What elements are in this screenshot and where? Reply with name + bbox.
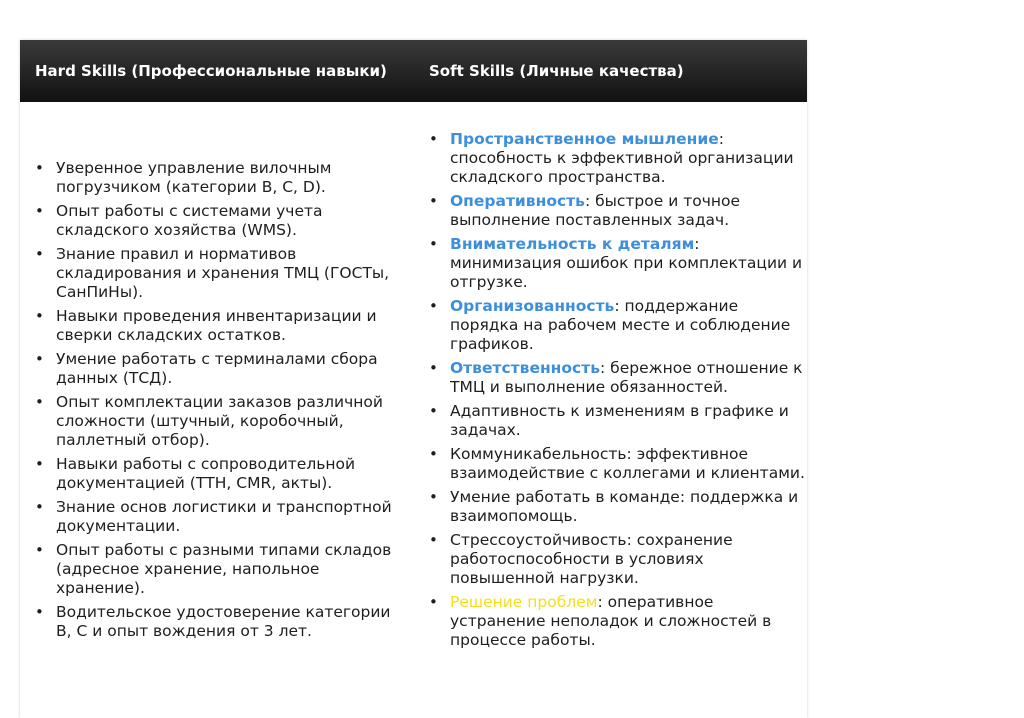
hard-skills-cell [20, 102, 414, 718]
hard-skill-text: Навыки работы с сопроводительной документацией (ТТН, CMR, акты). [56, 455, 356, 492]
hard-skill-item [35, 498, 406, 536]
bullet-icon: • [35, 603, 44, 621]
hard-skill-text: Опыт работы с системами учета складского хозяйства (WMS). [56, 202, 323, 239]
bullet-icon: • [35, 245, 44, 263]
soft-skill-term: Организованность [450, 297, 615, 315]
soft-skill-item [429, 359, 805, 397]
table-header [20, 40, 807, 102]
soft-skill-text: : бережное отношение к ТМЦ и выполнение обязанностей. [450, 359, 803, 396]
hard-skill-item [35, 159, 406, 197]
soft-skill-text: Умение работать в команде: поддержка и взаимопомощь. [450, 488, 799, 525]
bullet-icon: • [35, 202, 44, 220]
hard-skills-list [35, 159, 414, 646]
table-body-row [20, 102, 807, 718]
bullet-icon: • [429, 192, 438, 210]
soft-skill-term: Оперативность [450, 192, 585, 210]
bullet-icon: • [35, 307, 44, 325]
bullet-icon: • [429, 235, 438, 253]
bullet-icon: • [429, 488, 438, 506]
hard-skill-item [35, 393, 406, 450]
soft-skill-text: Адаптивность к изменениям в графике и задачах. [450, 402, 789, 439]
bullet-icon: • [429, 445, 438, 463]
header-hard-skills: Hard Skills (Профессиональные навыки) [35, 62, 387, 80]
soft-skill-text: Коммуникабельность: эффективное взаимодействие с коллегами и клиентами. [450, 445, 805, 482]
bullet-icon: • [35, 541, 44, 559]
soft-skill-term: Решение проблем [450, 593, 598, 611]
hard-skill-text: Навыки проведения инвентаризации и сверки складских остатков. [56, 307, 377, 344]
bullet-icon: • [35, 498, 44, 516]
hard-skill-item [35, 307, 406, 345]
bullet-icon: • [429, 593, 438, 611]
bullet-icon: • [429, 531, 438, 549]
hard-skill-text: Водительское удостоверение категории B, C и опыт вождения от 3 лет. [56, 603, 391, 640]
hard-skill-item [35, 455, 406, 493]
soft-skill-item [429, 297, 805, 354]
soft-skill-item [429, 130, 805, 187]
soft-skill-item [429, 235, 805, 292]
skills-table [20, 40, 807, 718]
soft-skill-item [429, 488, 805, 526]
soft-skill-item [429, 593, 805, 650]
hard-skill-item [35, 202, 406, 240]
header-soft-skills: Soft Skills (Личные качества) [429, 62, 684, 80]
soft-skill-item [429, 531, 805, 588]
soft-skill-term: Пространственное мышление [450, 130, 719, 148]
hard-skill-text: Опыт работы с разными типами складов (адресное хранение, напольное хранение). [56, 541, 392, 597]
bullet-icon: • [35, 393, 44, 411]
bullet-icon: • [35, 350, 44, 368]
bullet-icon: • [429, 297, 438, 315]
hard-skill-text: Знание правил и нормативов складирования и хранения ТМЦ (ГОСТы, СанПиНы). [56, 245, 390, 301]
hard-skill-text: Знание основ логистики и транспортной документации. [56, 498, 392, 535]
soft-skill-item [429, 192, 805, 230]
soft-skill-item [429, 445, 805, 483]
hard-skill-item [35, 603, 406, 641]
bullet-icon: • [429, 130, 438, 148]
soft-skill-text: Стрессоустойчивость: сохранение работоспособности в условиях повышенной нагрузки. [450, 531, 733, 587]
soft-skill-term: Ответственность [450, 359, 600, 377]
bullet-icon: • [35, 159, 44, 177]
soft-skills-list [429, 130, 807, 655]
hard-skill-text: Умение работать с терминалами сбора данных (ТСД). [56, 350, 378, 387]
soft-skill-text: : поддержание порядка на рабочем месте и соблюдение графиков. [450, 297, 791, 353]
soft-skill-text: : оперативное устранение неполадок и сложностей в процессе работы. [450, 593, 772, 649]
soft-skill-text: : быстрое и точное выполнение поставленных задач. [450, 192, 741, 229]
soft-skill-text: : способность к эффективной организации складского пространства. [450, 130, 794, 186]
hard-skill-text: Уверенное управление вилочным погрузчиком (категории B, C, D). [56, 159, 332, 196]
soft-skill-term: Внимательность к деталям [450, 235, 695, 253]
hard-skill-item [35, 245, 406, 302]
soft-skill-item [429, 402, 805, 440]
bullet-icon: • [35, 455, 44, 473]
hard-skill-item [35, 541, 406, 598]
hard-skill-item [35, 350, 406, 388]
soft-skill-text: : минимизация ошибок при комплектации и отгрузке. [450, 235, 803, 291]
hard-skill-text: Опыт комплектации заказов различной сложности (штучный, коробочный, паллетный отбор). [56, 393, 383, 449]
soft-skills-cell [414, 102, 807, 718]
bullet-icon: • [429, 359, 438, 377]
bullet-icon: • [429, 402, 438, 420]
